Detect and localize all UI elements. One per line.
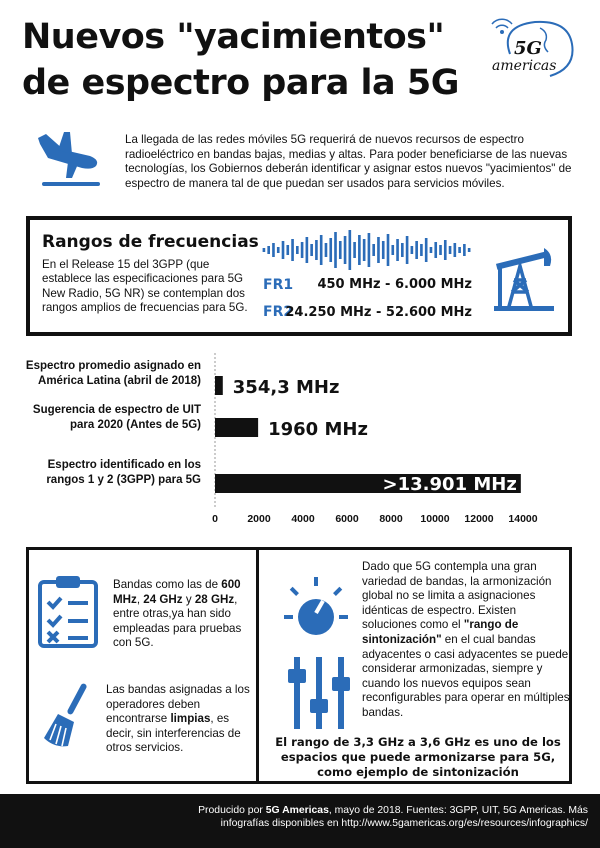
svg-text:americas: americas — [492, 58, 557, 74]
wave-bar — [387, 234, 390, 266]
tuning-range-term: "rango de sintonización" — [362, 618, 519, 646]
band-24ghz: 24 GHz — [143, 592, 183, 606]
wave-bar — [391, 245, 394, 255]
bar-category-label: Espectro promedio asignado en América Latina (abril de 2018) — [25, 360, 201, 387]
wave-bar — [454, 243, 457, 257]
wave-bar — [434, 242, 437, 258]
wave-bar — [358, 235, 361, 265]
wave-bar — [344, 236, 347, 264]
intro-text: La llegada de las redes móviles 5G requerirá de nuevos recursos de espectro radioeléctrico en bandas bajas, medias y altas. Para poder beneficiarse de las nuevas tecnologías, los Gobiernos deberán identificar y asignar estos nuevos "yacimientos" de espectro de manera tal de que puedan ser usados para servicios móviles. — [125, 133, 572, 190]
fr2-value: 24.250 MHz - 52.600 MHz — [285, 305, 472, 320]
wave-bar — [468, 248, 471, 252]
wave-bar — [301, 242, 304, 258]
wave-bar — [401, 243, 404, 257]
wave-bar — [444, 240, 447, 260]
wave-bar — [349, 230, 352, 270]
tuning-knob-icon — [280, 575, 352, 645]
bands-text-sep1: , — [136, 592, 144, 606]
band-28ghz: 28 GHz — [194, 592, 235, 606]
wave-bar — [406, 236, 409, 264]
wave-bar — [315, 240, 318, 260]
wave-bar — [334, 232, 337, 268]
wave-bar — [415, 241, 418, 259]
wave-bar — [372, 244, 375, 256]
x-tick-label: 12000 — [464, 513, 494, 525]
x-tick-label: 2000 — [247, 513, 271, 525]
band-600mhz: 600 MHz — [113, 578, 241, 606]
clean-text-pre: Las bandas asignadas a los operadores deben encontrarse — [106, 683, 250, 726]
fr2-label: FR2 — [263, 304, 294, 320]
page-title — [22, 14, 472, 106]
wave-bar — [329, 238, 332, 262]
wave-bar — [396, 239, 399, 261]
x-tick-label: 10000 — [420, 513, 450, 525]
footer-text-pre: Producido por — [198, 805, 266, 816]
bands-tested-text — [113, 578, 253, 651]
fr1-label: FR1 — [263, 277, 294, 293]
wave-bar — [325, 243, 328, 257]
wave-bar — [382, 241, 385, 259]
x-tick-label: 8000 — [379, 513, 403, 525]
wave-bar — [296, 246, 299, 254]
clipboard-checklist-icon — [36, 574, 102, 648]
footer-brand: 5G Americas — [265, 805, 329, 816]
clean-text-post: , es decir, sin interferencias de otros servicios. — [106, 712, 241, 755]
harm-text-post: en el cual bandas adyacentes o casi adyacentes se puede considerar armonizadas, siempre y cuando los nuevos equipos sean reconfigurables para operar en múltiples bandas. — [362, 632, 570, 719]
airplane-landing-icon — [34, 128, 104, 192]
harmonization-text — [362, 560, 574, 721]
wave-bar — [272, 243, 275, 257]
svg-text:5G: 5G — [514, 38, 542, 59]
bar-category-label: Espectro identificado en los rangos 1 y 2 (3GPP) para 5G — [46, 459, 201, 486]
info-box-divider — [256, 548, 259, 784]
wave-bar — [286, 245, 289, 255]
wave-bar — [267, 246, 270, 254]
wave-bar — [363, 239, 366, 261]
wave-bar — [420, 244, 423, 256]
x-tick-label: 0 — [212, 513, 218, 525]
sound-wave-icon — [262, 228, 472, 272]
fr1-value: 450 MHz - 6.000 MHz — [317, 277, 472, 292]
wave-bar — [353, 242, 356, 258]
footer-text-post: , mayo de 2018. Fuentes: 3GPP, UIT, 5G Americas. Más infografías disponibles en http://www.5gamericas.org/es/resources/infographics/ — [220, 805, 588, 829]
wave-bar — [291, 239, 294, 261]
x-tick-label: 6000 — [335, 513, 359, 525]
wave-bar — [368, 233, 371, 267]
wave-bar — [425, 238, 428, 262]
harm-text-pre: Dado que 5G contempla una gran variedad de bandas, la armonización global no se limita a asignaciones idénticas de espectro. Existen soluciones como el — [362, 560, 552, 632]
bands-text-post: , entre otras,ya han sido empleadas para pruebas con 5G. — [113, 592, 242, 650]
wave-bar — [263, 248, 266, 252]
wave-bar — [458, 247, 461, 253]
wave-bar — [282, 241, 285, 259]
wave-bar — [277, 247, 280, 253]
wave-bar — [463, 244, 466, 256]
bar-value-label: 354,3 MHz — [232, 377, 340, 398]
equalizer-sliders-icon — [286, 655, 352, 731]
wave-bar — [430, 247, 433, 253]
wave-bar — [310, 244, 313, 256]
x-tick-label: 14000 — [508, 513, 538, 525]
frequency-ranges-title: Rangos de frecuencias — [42, 232, 259, 252]
clean-bands-text — [106, 683, 254, 756]
bands-text-pre: Bandas como las de — [113, 578, 222, 591]
clean-text-strong: limpias — [170, 712, 211, 726]
bar-value-label: 1960 MHz — [268, 419, 368, 440]
5g-americas-logo — [480, 14, 586, 86]
tuning-range-example: El rango de 3,3 GHz a 3,6 GHz es uno de los espacios que puede armonizarse para 5G, como ejemplo de sintonización — [275, 735, 561, 779]
title-line-2: de espectro para la 5G — [22, 63, 459, 103]
broom-icon — [40, 680, 98, 750]
wave-bar — [449, 246, 452, 254]
bar-value-label: >13.901 MHz — [382, 474, 517, 495]
frequency-ranges-description: En el Release 15 del 3GPP (que establece las especificaciones para 5G New Radio, 5G NR) se contemplan dos rangos amplios de frecuencias para 5G. — [42, 258, 248, 315]
wave-bar — [320, 235, 323, 265]
x-tick-label: 4000 — [291, 513, 315, 525]
wave-bar — [339, 241, 342, 259]
spectrum-bar-chart — [0, 345, 600, 535]
bands-text-sep2: y — [182, 592, 195, 606]
wave-bar — [411, 246, 414, 254]
wave-bar — [439, 245, 442, 255]
bar — [215, 418, 258, 437]
title-line-1: Nuevos "yacimientos" — [22, 17, 445, 57]
bar-category-label: Sugerencia de espectro de UIT para 2020 (Antes de 5G) — [32, 404, 201, 431]
wave-bar — [306, 237, 309, 263]
bar — [215, 376, 223, 395]
footer-text — [170, 804, 588, 830]
wave-bar — [377, 237, 380, 263]
oil-pump-icon — [492, 240, 556, 312]
